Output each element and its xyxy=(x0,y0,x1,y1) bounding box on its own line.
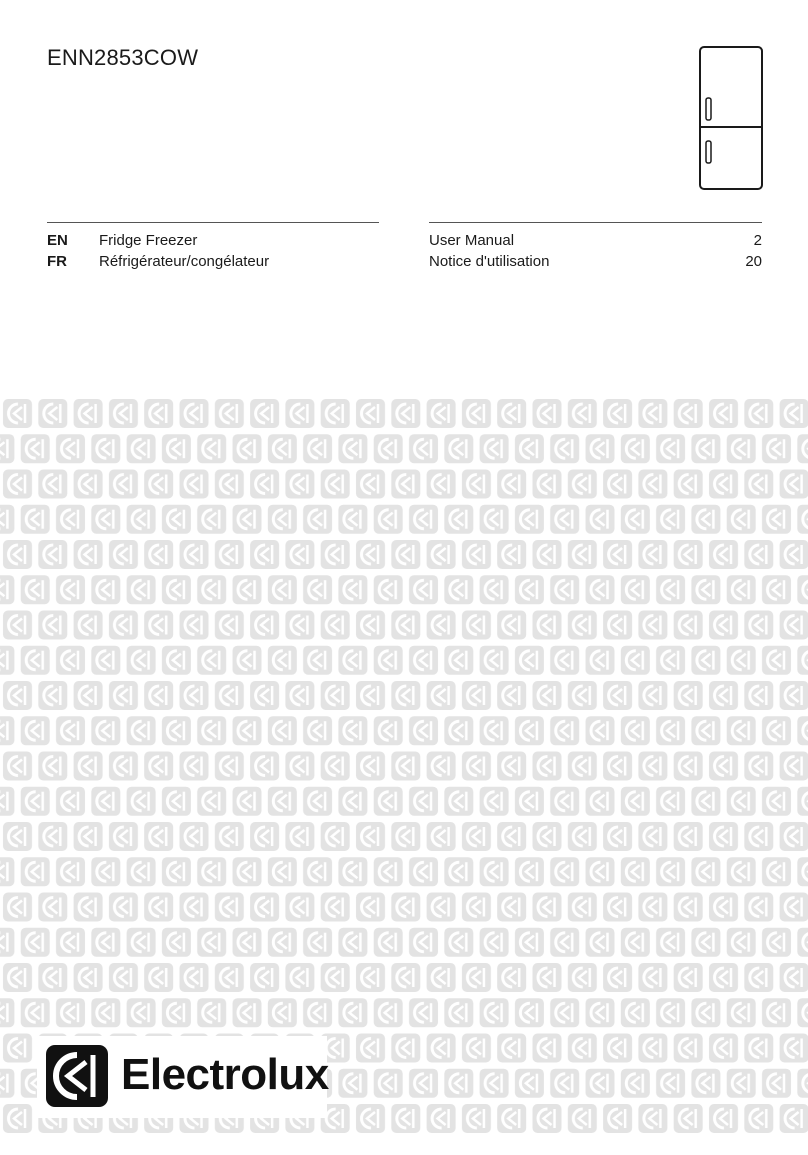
document-type: User Manual xyxy=(429,232,515,249)
language-table xyxy=(47,230,762,272)
language-row-en xyxy=(47,230,762,251)
product-name: Réfrigérateur/congélateur xyxy=(99,253,270,270)
brand-name: Electrolux xyxy=(121,1050,329,1099)
language-code: EN xyxy=(47,232,68,249)
divider-right xyxy=(429,222,762,223)
electrolux-logo-icon xyxy=(46,1045,108,1107)
page-number: 2 xyxy=(753,232,762,249)
divider-left xyxy=(47,222,379,223)
document-type: Notice d'utilisation xyxy=(429,253,550,270)
electrolux-logo xyxy=(37,1036,327,1118)
page-number: 20 xyxy=(745,253,762,270)
language-code: FR xyxy=(47,253,67,270)
product-name: Fridge Freezer xyxy=(99,232,198,249)
model-number: ENN2853COW xyxy=(47,45,199,70)
language-row-fr xyxy=(47,251,762,272)
fridge-freezer-icon xyxy=(698,45,764,191)
electrolux-logo-pattern xyxy=(0,396,808,1136)
